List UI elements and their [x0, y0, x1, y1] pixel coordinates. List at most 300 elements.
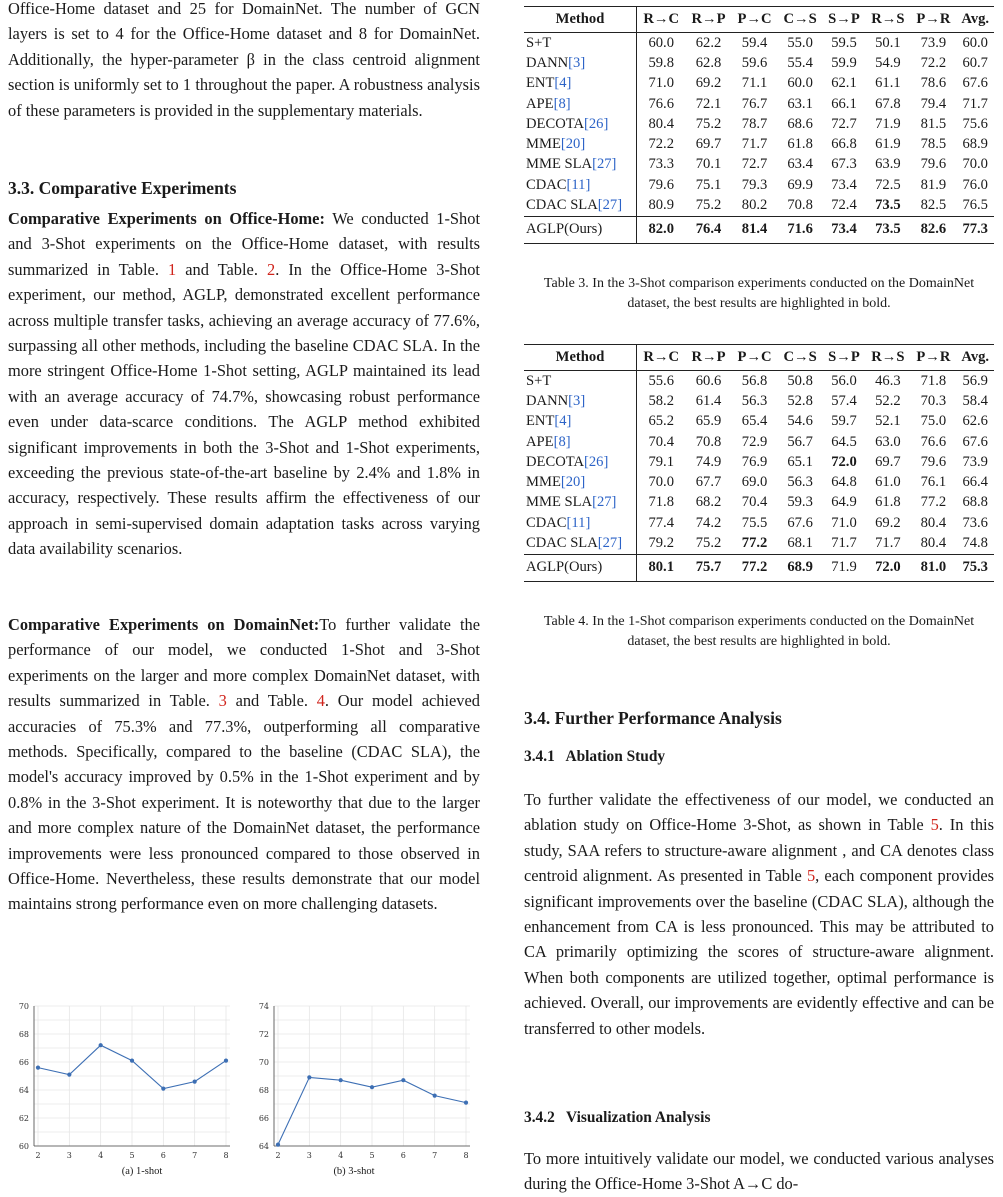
value-cell: 80.4: [920, 535, 947, 552]
column-header: S→P: [823, 345, 866, 371]
value-cell: 78.5: [920, 136, 947, 153]
column-header-method: Method: [524, 345, 637, 371]
data-point: [161, 1087, 165, 1091]
column-header: P→C: [732, 7, 778, 33]
value-cell: 81.9: [920, 176, 947, 193]
value-cell: 72.0: [831, 453, 857, 470]
value-cell: 63.0: [875, 433, 901, 450]
value-cell: 74.8: [962, 535, 988, 552]
method-cell: AGLP(Ours): [524, 216, 637, 243]
value-cell: 80.1: [637, 554, 686, 581]
value-cell: 64.9: [831, 494, 857, 511]
value-cell: 71.7: [875, 535, 901, 552]
value-cell: 58.4: [962, 392, 988, 409]
paragraph-office-home: [8, 206, 480, 562]
value-cell: 50.8: [787, 372, 813, 389]
chart-caption-1-shot: (a) 1-shot: [121, 1166, 163, 1177]
y-tick-label: 68: [18, 1030, 29, 1039]
x-tick-label: 8: [463, 1151, 469, 1160]
value-cell: 79.3: [741, 176, 768, 193]
domainnet-text-b: and Table.: [226, 691, 317, 711]
table-ref-3-link[interactable]: 3: [218, 691, 227, 711]
domainnet-text-c: . Our model achieved accuracies of 75.3% and 77.3%, outperforming all comparative methods. Specifically, compared to the baseline (CDAC SLA), the model's accuracy improved by 0.5% in the 1-Shot experiment and by 0.8% in the 3-Shot experiment. It is noteworthy that due to the larger and more complex nature of the DomainNet dataset, the performance improvements were less pronounced compared to those observed in Office-Home. Nevertheless, these results demonstrate that our model maintains strong performance even on more challenging datasets.: [8, 691, 480, 914]
value-cell: 75.2: [695, 535, 722, 552]
value-cell: 75.1: [695, 176, 722, 193]
value-cell: 82.0: [637, 216, 686, 243]
value-cell: 61.8: [787, 136, 813, 153]
citation-link[interactable]: [3]: [568, 392, 586, 409]
value-cell: 75.5: [741, 514, 768, 531]
value-cell: 66.1: [831, 95, 857, 112]
table-4-grid: [524, 345, 994, 582]
table-row: [524, 452, 994, 472]
value-cell: 73.9: [962, 453, 988, 470]
citation-link[interactable]: [20]: [560, 474, 586, 491]
value-cell: 63.1: [787, 95, 813, 112]
data-point: [130, 1059, 134, 1063]
method-cell: APE[8]: [526, 95, 571, 112]
table-ref-2-link[interactable]: 2: [266, 259, 276, 279]
column-header: R→S: [865, 7, 910, 33]
value-cell: 62.8: [695, 54, 722, 71]
value-cell: 72.0: [865, 554, 910, 581]
office-home-text-a: We conducted 1-Shot and 3-Shot experiments on the Office-Home dataset, with results summarized in Table.: [8, 209, 480, 279]
value-cell: 52.2: [875, 392, 901, 409]
y-tick-label: 66: [18, 1058, 29, 1067]
table-row: [524, 114, 994, 134]
value-cell: 72.2: [637, 134, 686, 154]
value-cell: 76.7: [741, 95, 768, 112]
value-cell: 80.4: [637, 114, 686, 134]
method-cell: ENT[4]: [526, 413, 572, 430]
table-4-caption: Table 4. In the 1-Shot comparison experiments conducted on the DomainNet dataset, the best results are highlighted in bold.: [543, 614, 975, 649]
value-cell: 56.8: [741, 372, 768, 389]
y-tick-label: 68: [258, 1086, 269, 1095]
value-cell: 80.2: [741, 197, 768, 214]
value-cell: 61.8: [875, 494, 901, 511]
value-cell: 70.8: [787, 197, 813, 214]
value-cell: 77.2: [741, 535, 768, 552]
value-cell: 79.6: [637, 175, 686, 195]
value-cell: 79.2: [637, 533, 686, 554]
data-point: [193, 1080, 197, 1084]
citation-link[interactable]: [27]: [592, 156, 617, 173]
x-tick-label: 4: [98, 1151, 104, 1160]
column-header: R→C: [637, 345, 686, 371]
value-cell: 63.4: [787, 156, 813, 173]
method-cell: CDAC[11]: [526, 176, 591, 193]
subsection-heading-3-4-1: 3.4.1 Ablation Study: [524, 748, 666, 765]
method-cell: DECOTA[26]: [526, 453, 609, 470]
value-cell: 72.9: [741, 433, 768, 450]
value-cell: 62.2: [695, 34, 722, 51]
method-cell: S+T: [526, 34, 552, 51]
value-cell: 70.3: [920, 392, 947, 409]
value-cell: 61.1: [875, 75, 901, 92]
table-ref-5-link[interactable]: 5: [930, 815, 939, 835]
table-row: [524, 371, 994, 392]
table-row: [524, 134, 994, 154]
value-cell: 67.6: [787, 514, 813, 531]
value-cell: 68.9: [962, 136, 988, 153]
value-cell: 57.4: [831, 392, 857, 409]
value-cell: 46.3: [875, 372, 901, 389]
paragraph-visualization: To more intuitively validate our model, we conducted various analyses during the Office-Home 3-Shot A→C do-: [524, 1149, 994, 1194]
value-cell: 61.4: [695, 392, 722, 409]
value-cell: 68.2: [695, 494, 722, 511]
office-home-run-in-heading: Comparative Experiments on Office-Home:: [8, 209, 325, 228]
table-3-grid: [524, 7, 994, 244]
value-cell: 62.6: [962, 413, 988, 430]
table-row: [524, 195, 994, 216]
value-cell: 80.9: [637, 195, 686, 216]
paragraph-ablation: [524, 787, 994, 1041]
citation-link[interactable]: [3]: [568, 54, 586, 71]
value-cell: 73.9: [920, 34, 947, 51]
x-tick-label: 7: [432, 1151, 438, 1160]
value-cell: 79.4: [920, 95, 947, 112]
value-cell: 70.4: [637, 432, 686, 452]
method-cell: APE[8]: [526, 433, 571, 450]
value-cell: 52.1: [875, 413, 901, 430]
paragraph-hyperparams: Office-Home dataset and 25 for DomainNet. The number of GCN layers is set to 4 for the Office-Home dataset and 8 for DomainNet. Additionally, the hyper-parameter β in the class centroid alignment section is uniformly set to 1 throughout the paper. A robustness analysis of these parameters is provided in the supplementary materials.: [8, 0, 480, 120]
x-tick-label: 5: [369, 1151, 375, 1160]
method-cell: ENT[4]: [526, 75, 572, 92]
chart-caption-3-shot: (b) 3-shot: [333, 1166, 375, 1177]
citation-link[interactable]: [20]: [560, 136, 586, 153]
citation-link[interactable]: [11]: [566, 514, 591, 531]
method-cell: DECOTA[26]: [526, 115, 609, 132]
value-cell: 66.4: [962, 474, 988, 491]
value-cell: 68.6: [787, 115, 813, 132]
table-3-caption: Table 3. In the 3-Shot comparison experiments conducted on the DomainNet dataset, the best results are highlighted in bold.: [543, 276, 975, 311]
subsection-heading-3-4-2: 3.4.2 Visualization Analysis: [524, 1109, 711, 1126]
value-cell: 59.4: [741, 34, 768, 51]
method-cell: CDAC[11]: [526, 514, 591, 531]
value-cell: 66.8: [831, 136, 857, 153]
table-row-ours: [524, 216, 994, 243]
citation-link[interactable]: [26]: [584, 115, 609, 132]
value-cell: 71.1: [741, 75, 768, 92]
value-cell: 69.2: [875, 514, 901, 531]
data-point: [339, 1078, 343, 1082]
table-ref-5b-link[interactable]: 5: [806, 866, 816, 886]
value-cell: 78.6: [920, 75, 947, 92]
x-tick-label: 2: [275, 1151, 281, 1160]
value-cell: 61.9: [875, 136, 901, 153]
data-point: [224, 1059, 228, 1063]
value-cell: 60.0: [962, 34, 988, 51]
value-cell: 71.7: [831, 535, 857, 552]
value-cell: 77.4: [637, 513, 686, 533]
value-cell: 76.6: [637, 94, 686, 114]
table-row: [524, 74, 994, 94]
ablation-text-a: To further validate the effectiveness of our model, we conducted an ablation study on Office-Home 3-Shot, as shown in Table: [524, 790, 994, 835]
y-tick-label: 66: [258, 1114, 269, 1123]
y-tick-label: 64: [18, 1086, 29, 1095]
value-cell: 75.7: [685, 554, 731, 581]
value-cell: 72.4: [831, 197, 857, 214]
value-cell: 75.0: [920, 413, 947, 430]
value-cell: 74.2: [695, 514, 722, 531]
citation-link[interactable]: [11]: [566, 176, 591, 193]
section-heading-3-3: 3.3. Comparative Experiments: [8, 178, 237, 198]
table-row: [524, 533, 994, 554]
x-tick-label: 2: [35, 1151, 41, 1160]
value-cell: 67.6: [962, 75, 988, 92]
value-cell: 55.6: [637, 371, 686, 392]
x-tick-label: 3: [306, 1151, 312, 1160]
data-point: [401, 1078, 405, 1082]
value-cell: 64.8: [831, 474, 857, 491]
column-header: Avg.: [956, 7, 994, 33]
value-cell: 72.5: [875, 176, 901, 193]
value-cell: 65.2: [637, 412, 686, 432]
y-tick-label: 64: [258, 1142, 269, 1151]
value-cell: 71.9: [823, 554, 866, 581]
value-cell: 82.6: [910, 216, 956, 243]
value-cell: 59.5: [831, 34, 857, 51]
value-cell: 70.0: [962, 156, 988, 173]
value-cell: 76.5: [962, 197, 988, 214]
value-cell: 76.0: [962, 176, 988, 193]
method-cell: MME SLA[27]: [526, 156, 617, 173]
value-cell: 73.5: [865, 216, 910, 243]
data-point: [99, 1043, 103, 1047]
value-cell: 70.4: [741, 494, 768, 511]
value-cell: 65.4: [741, 413, 768, 430]
value-cell: 68.1: [787, 535, 813, 552]
citation-link[interactable]: [27]: [592, 494, 617, 511]
citation-link[interactable]: [27]: [597, 197, 623, 214]
value-cell: 75.2: [695, 197, 722, 214]
value-cell: 70.8: [695, 433, 722, 450]
method-cell: MME[20]: [526, 474, 586, 491]
citation-link[interactable]: [8]: [553, 95, 571, 112]
method-cell: CDAC SLA[27]: [526, 197, 623, 214]
data-point: [67, 1073, 71, 1077]
value-cell: 62.1: [831, 75, 857, 92]
value-cell: 76.4: [685, 216, 731, 243]
value-cell: 71.0: [831, 514, 857, 531]
table-row: [524, 513, 994, 533]
value-cell: 74.9: [695, 453, 722, 470]
value-cell: 69.2: [695, 75, 722, 92]
value-cell: 54.6: [787, 413, 813, 430]
column-header: R→P: [685, 345, 731, 371]
value-cell: 69.7: [875, 453, 901, 470]
value-cell: 59.9: [831, 54, 857, 71]
value-cell: 71.0: [637, 74, 686, 94]
table-row: [524, 391, 994, 411]
x-tick-label: 7: [192, 1151, 198, 1160]
value-cell: 77.2: [920, 494, 947, 511]
data-point: [464, 1101, 468, 1105]
value-cell: 71.8: [637, 493, 686, 513]
table-row: [524, 155, 994, 175]
table-ref-4-link[interactable]: 4: [316, 691, 325, 711]
value-cell: 59.3: [787, 494, 813, 511]
value-cell: 79.1: [637, 452, 686, 472]
value-cell: 69.9: [787, 176, 813, 193]
value-cell: 55.0: [787, 34, 813, 51]
value-cell: 72.2: [920, 54, 947, 71]
table-row: [524, 472, 994, 492]
value-cell: 60.0: [637, 33, 686, 54]
column-header: C→S: [778, 345, 823, 371]
value-cell: 77.3: [956, 216, 994, 243]
value-cell: 79.6: [920, 453, 947, 470]
value-cell: 73.4: [831, 176, 857, 193]
y-tick-label: 60: [18, 1142, 29, 1151]
value-cell: 75.2: [695, 115, 722, 132]
value-cell: 67.3: [831, 156, 857, 173]
column-header: P→C: [732, 345, 778, 371]
citation-link[interactable]: [4]: [554, 75, 572, 92]
value-cell: 56.0: [831, 372, 857, 389]
value-cell: 81.4: [732, 216, 778, 243]
value-cell: 65.9: [695, 413, 722, 430]
method-cell: MME[20]: [526, 136, 586, 153]
column-header: S→P: [823, 7, 866, 33]
y-tick-label: 62: [18, 1114, 29, 1123]
value-cell: 56.7: [787, 433, 813, 450]
method-cell: DANN[3]: [526, 54, 586, 71]
domainnet-run-in-heading: Comparative Experiments on DomainNet:: [8, 615, 320, 634]
value-cell: 59.7: [831, 413, 857, 430]
value-cell: 73.4: [823, 216, 866, 243]
value-cell: 76.9: [741, 453, 768, 470]
value-cell: 67.7: [695, 474, 722, 491]
column-header: R→C: [637, 7, 686, 33]
value-cell: 55.4: [787, 54, 813, 71]
value-cell: 56.9: [962, 372, 988, 389]
section-heading-3-4: 3.4. Further Performance Analysis: [524, 708, 782, 728]
x-tick-label: 6: [160, 1151, 166, 1160]
table-row: [524, 175, 994, 195]
value-cell: 79.6: [920, 156, 947, 173]
ablation-text-c: , each component provides significant improvements over the baseline (CDAC SLA), although the enhancement from CA is less pronounced. This may be attributed to CA primarily optimizing the scores of structure-aware alignment. When both components are utilized together, optimal performance is achieved. Overall, our improvements are evidently effective and can be transferred to other models.: [524, 866, 995, 1038]
value-cell: 81.5: [920, 115, 947, 132]
table-row: [524, 493, 994, 513]
value-cell: 56.3: [741, 392, 768, 409]
data-point: [307, 1075, 311, 1079]
value-cell: 75.3: [956, 554, 994, 581]
data-point: [276, 1143, 280, 1147]
value-cell: 67.6: [962, 433, 988, 450]
column-header: C→S: [778, 7, 823, 33]
value-cell: 76.1: [920, 474, 947, 491]
value-cell: 54.9: [875, 54, 901, 71]
value-cell: 80.4: [920, 514, 947, 531]
column-header: R→P: [685, 7, 731, 33]
office-home-text-c: . In the Office-Home 3-Shot experiment, our method, AGLP, demonstrated excellent performance across multiple transfer tasks, achieving an average accuracy of 77.6%, surpassing all other methods, including the baseline CDAC SLA. In the more stringent Office-Home 1-Shot setting, AGLP maintained its lead with an average accuracy of 74.7%, showcasing robust performance even under data-scarce conditions. The AGLP method exhibited significant improvements in both the 3-Shot and 1-Shot experiments, exceeding the previous state-of-the-art baseline by 2.4% and 1.8% in accuracy, respectively. These results affirm the effectiveness of our approach in semi-supervised domain adaptation tasks across varying data availability scenarios.: [8, 259, 480, 559]
column-header: Avg.: [956, 345, 994, 371]
method-cell: MME SLA[27]: [526, 494, 617, 511]
column-header: R→S: [865, 345, 910, 371]
value-cell: 73.6: [962, 514, 988, 531]
value-cell: 60.7: [962, 54, 988, 71]
method-cell: AGLP(Ours): [524, 554, 637, 581]
value-cell: 82.5: [920, 197, 947, 214]
line-chart-1-shot: [8, 1000, 240, 1168]
x-tick-label: 6: [400, 1151, 406, 1160]
table-ref-1-link[interactable]: 1: [167, 259, 177, 279]
value-cell: 60.6: [695, 372, 722, 389]
value-cell: 77.2: [732, 554, 778, 581]
value-cell: 75.6: [962, 115, 988, 132]
data-point: [370, 1085, 374, 1089]
value-cell: 81.0: [910, 554, 956, 581]
value-cell: 72.7: [831, 115, 857, 132]
table-row: [524, 33, 994, 54]
table-row: [524, 94, 994, 114]
value-cell: 71.8: [920, 372, 947, 389]
y-tick-label: 70: [258, 1058, 269, 1067]
value-cell: 71.7: [962, 95, 988, 112]
value-cell: 67.8: [875, 95, 901, 112]
x-tick-label: 4: [338, 1151, 344, 1160]
value-cell: 68.9: [778, 554, 823, 581]
value-cell: 69.0: [741, 474, 768, 491]
table-row: [524, 412, 994, 432]
table-4: [524, 344, 994, 582]
column-header-method: Method: [524, 7, 637, 33]
line-chart-3-shot: [248, 1000, 480, 1168]
value-cell: 52.8: [787, 392, 813, 409]
value-cell: 72.1: [695, 95, 722, 112]
value-cell: 71.7: [741, 136, 768, 153]
citation-link[interactable]: [27]: [597, 535, 623, 552]
office-home-text-b: and Table.: [176, 259, 267, 279]
value-cell: 64.5: [831, 433, 857, 450]
value-cell: 69.7: [695, 136, 722, 153]
method-cell: S+T: [526, 372, 552, 389]
domainnet-text-a: To further validate the performance of our model, we conducted 1-Shot and 3-Shot experiments on the larger and more complex DomainNet dataset, with results summarized in Table.: [8, 615, 480, 711]
value-cell: 71.6: [778, 216, 823, 243]
value-cell: 56.3: [787, 474, 813, 491]
x-tick-label: 5: [129, 1151, 135, 1160]
method-cell: CDAC SLA[27]: [526, 535, 623, 552]
citation-link[interactable]: [8]: [553, 433, 571, 450]
table-3: [524, 6, 994, 244]
value-cell: 73.5: [875, 197, 901, 214]
value-cell: 60.0: [787, 75, 813, 92]
value-cell: 71.9: [875, 115, 901, 132]
value-cell: 61.0: [875, 474, 901, 491]
x-tick-label: 8: [223, 1151, 229, 1160]
value-cell: 58.2: [637, 391, 686, 411]
column-header: P→R: [910, 7, 956, 33]
value-cell: 73.3: [637, 155, 686, 175]
value-cell: 76.6: [920, 433, 947, 450]
value-cell: 70.0: [637, 472, 686, 492]
table-row: [524, 53, 994, 73]
method-cell: DANN[3]: [526, 392, 586, 409]
citation-link[interactable]: [4]: [554, 413, 572, 430]
table-row: [524, 432, 994, 452]
value-cell: 68.8: [962, 494, 988, 511]
data-point: [433, 1094, 437, 1098]
value-cell: 59.8: [637, 53, 686, 73]
y-tick-label: 70: [18, 1002, 29, 1011]
y-tick-label: 72: [258, 1030, 269, 1039]
citation-link[interactable]: [26]: [584, 453, 609, 470]
value-cell: 59.6: [741, 54, 768, 71]
value-cell: 63.9: [875, 156, 901, 173]
data-point: [36, 1066, 40, 1070]
value-cell: 72.7: [741, 156, 768, 173]
